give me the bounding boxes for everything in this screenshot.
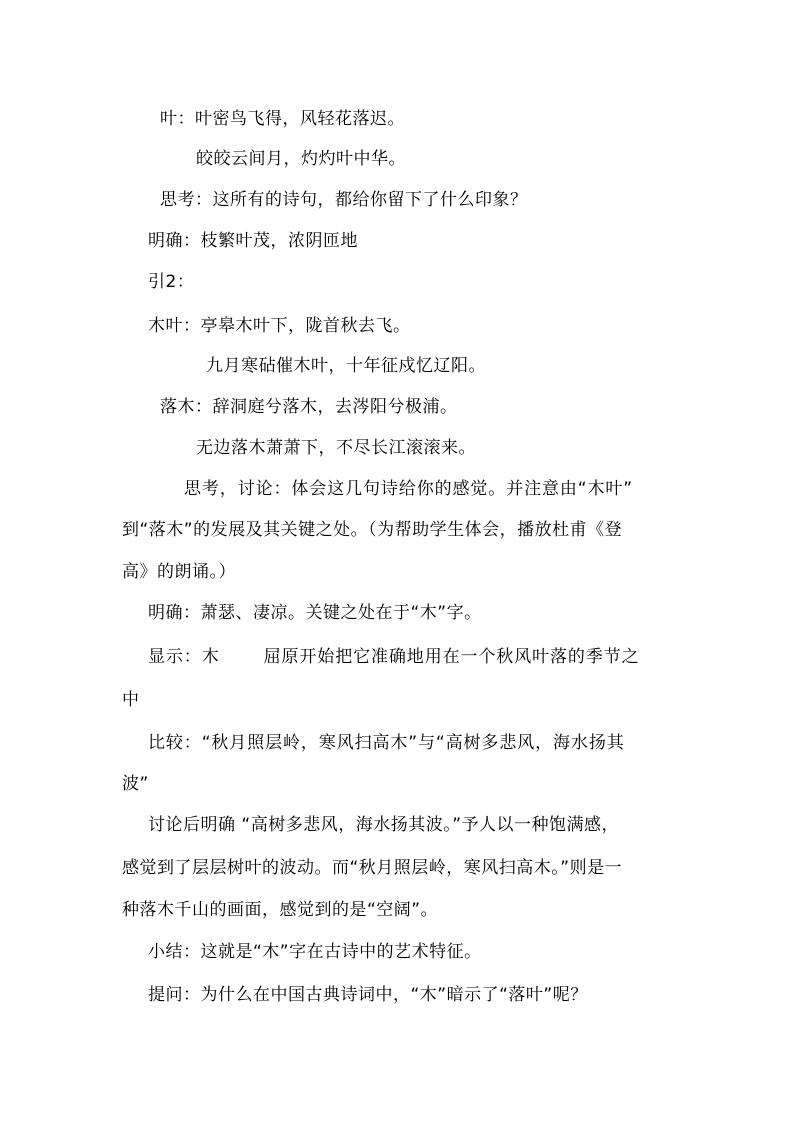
comparison-line: 比较：“秋月照层岭，寒风扫高木”与“高树多悲风，海水扬其 <box>148 733 625 753</box>
clarification-lush: 明确：枝繁叶茂，浓阴匝地 <box>148 231 358 251</box>
discussion-result: 讨论后明确 “高树多悲风，海水扬其波。”予人以一种饱满感， <box>148 815 620 835</box>
display-text: 屈原开始把它准确地用在一个秋风叶落的季节之 <box>263 647 640 667</box>
discussion-prompt-end: 高》的朗诵。） <box>122 562 236 582</box>
poem-line-muye-1: 木叶：亭皋木叶下，陇首秋去飞。 <box>148 316 411 336</box>
section-label-yin2: 引2： <box>148 272 195 292</box>
poem-line-luomu-2: 无边落木萧萧下，不尽长江滚滚来。 <box>196 438 476 458</box>
display-line-end: 中 <box>122 690 140 710</box>
poem-line-luomu-1: 落木：辞洞庭兮落木，去涔阳兮极浦。 <box>160 397 458 417</box>
discussion-result-end: 种落木千山的画面，感觉到的是“空阔”。 <box>122 900 439 920</box>
question-impression: 思考：这所有的诗句，都给你留下了什么印象？ <box>160 190 528 210</box>
poem-line-ye-1: 叶：叶密鸟飞得，风轻花落迟。 <box>160 109 405 129</box>
poem-line-muye-2: 九月寒砧催木叶，十年征戍忆辽阳。 <box>206 356 486 376</box>
comparison-line-end: 波” <box>122 774 149 794</box>
summary-line: 小结：这就是“木”字在古诗中的艺术特征。 <box>148 942 482 962</box>
display-label: 显示：木 <box>148 647 220 667</box>
display-line <box>148 647 640 667</box>
discussion-prompt-cont: 到“落木”的发展及其关键之处。（为帮助学生体会，播放杜甫《登 <box>122 520 623 540</box>
discussion-result-cont: 感觉到了层层树叶的波动。而“秋月照层岭，寒风扫高木。”则是一 <box>122 858 623 878</box>
clarification-bleak: 明确：萧瑟、凄凉。关键之处在于“木”字。 <box>148 603 482 623</box>
question-falling-leaves: 提问：为什么在中国古典诗词中，“木”暗示了“落叶”呢？ <box>148 985 588 1005</box>
poem-line-ye-2: 皎皎云间月，灼灼叶中华。 <box>196 149 406 169</box>
discussion-prompt: 思考，讨论：体会这几句诗给你的感觉。并注意由“木叶” <box>184 479 634 499</box>
